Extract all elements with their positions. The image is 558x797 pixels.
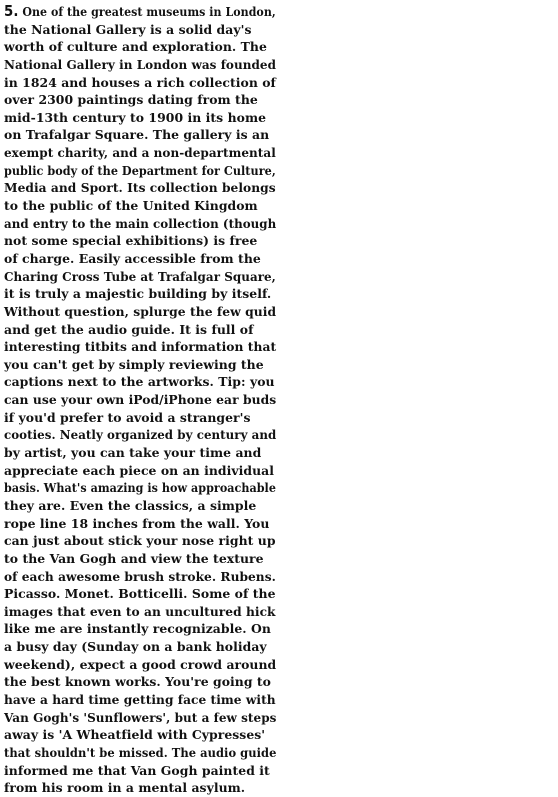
text-line: Picasso. Monet. Botticelli. Some of the — [4, 586, 276, 602]
text-line: have a hard time getting face time with — [4, 691, 276, 707]
text-line: public body of the Department for Culture, — [4, 162, 276, 178]
text-line: in 1824 and houses a rich collection of — [4, 74, 276, 90]
text-line: rope line 18 inches from the wall. You — [4, 515, 270, 531]
text-line: and get the audio guide. It is full of — [4, 321, 254, 337]
text-line: it is truly a majestic building by itself. — [4, 286, 272, 302]
text-line: exempt charity, and a non-departmental — [4, 145, 276, 161]
text-line: mid-13th century to 1900 in its home — [4, 109, 267, 125]
text-line: interesting titbits and information that — [4, 339, 277, 355]
text-line: of charge. Easily accessible from the — [4, 250, 261, 266]
text-line: they are. Even the classics, a simple — [4, 497, 257, 513]
text-line: images that even to an uncultured hick — [4, 603, 276, 619]
text-line: captions next to the artworks. Tip: you — [4, 374, 275, 390]
text-line: that shouldn't be missed. The audio guide — [4, 744, 277, 760]
article-text — [4, 3, 276, 797]
text-line: can just about stick your nose right up — [4, 533, 276, 549]
text-line: basis. What's amazing is how approachable — [4, 480, 276, 496]
text-line: to the public of the United Kingdom — [4, 198, 258, 214]
text-line: by artist, you can take your time and — [4, 445, 262, 461]
text-line: to the Van Gogh and view the texture — [4, 550, 264, 566]
text-line: of each awesome brush stroke. Rubens. — [4, 568, 276, 584]
text-line: if you'd prefer to avoid a stranger's — [4, 409, 251, 425]
text-line: worth of culture and exploration. The — [4, 39, 267, 55]
text-line: Charing Cross Tube at Trafalgar Square, — [4, 268, 276, 284]
text-line: like me are instantly recognizable. On — [4, 621, 271, 637]
text-line: cooties. Neatly organized by century and — [4, 427, 277, 443]
text-line: on Trafalgar Square. The gallery is an — [4, 127, 270, 143]
text-line: weekend), expect a good crowd around — [4, 656, 277, 672]
text-line: Media and Sport. Its collection belongs — [4, 180, 276, 196]
text-line: away is 'A Wheatfield with Cypresses' — [4, 727, 266, 743]
text-line: appreciate each piece on an individual — [4, 462, 274, 478]
text-line: from his room in a mental asylum. — [4, 780, 246, 796]
text-line: National Gallery in London was founded — [4, 56, 277, 72]
text-line: over 2300 paintings dating from the — [4, 92, 258, 108]
text-line: can use your own iPod/iPhone ear buds — [4, 392, 277, 408]
text-line: the best known works. You're going to — [4, 674, 272, 690]
text-line: Without question, splurge the few quid — [4, 303, 277, 319]
text-line: a busy day (Sunday on a bank holiday — [4, 639, 267, 655]
text-line: you can't get by simply reviewing the — [4, 356, 264, 372]
text-line: the National Gallery is a solid day's — [4, 21, 252, 37]
text-line: informed me that Van Gogh painted it — [4, 762, 270, 778]
paragraph-number: 5. — [4, 2, 19, 20]
text-line: and entry to the main collection (though — [4, 215, 277, 231]
text-line: Van Gogh's 'Sunflowers', but a few steps — [4, 709, 277, 725]
text-line: 5. One of the greatest museums in London, — [4, 2, 276, 20]
text-line: not some special exhibitions) is free — [4, 233, 258, 249]
